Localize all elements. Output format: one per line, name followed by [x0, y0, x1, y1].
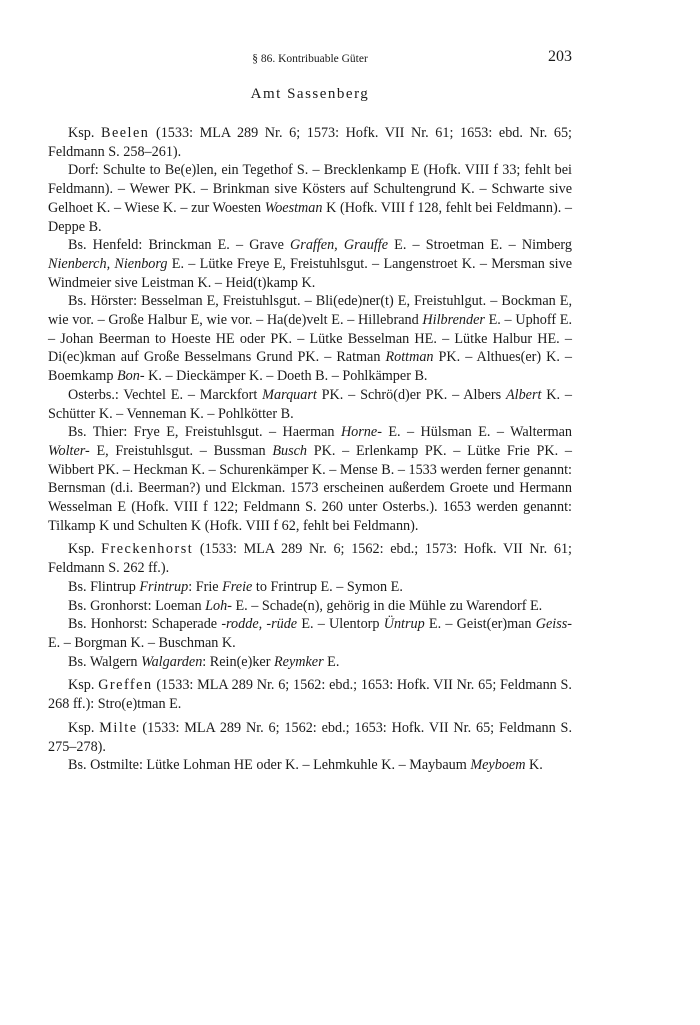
entry-paragraph: Bs. Ostmilte: Lütke Lohman HE oder K. – Lehmkuhle K. – Maybaum Meyboem K. — [68, 757, 543, 774]
entry-paragraph: Bs. Henfeld: Brinckman E. – Grave Graffen, Grauffe E. – Stroetman E. – Nimberg Nienberch, Nienborg E. – Lütke Freye E, Freistuhlsgut. – Langenstroet K. – Mersman sive Windmeier sive Leistman K. – Heid(t)kamp K. — [48, 237, 572, 291]
running-head: § 86. Kontribuable Güter — [252, 53, 368, 65]
entry-paragraph: Dorf: Schulte to Be(e)len, ein Tegethof S. – Brecklenkamp E (Hofk. VIII f 33; fehlt bei Feldmann). – Wewer PK. – Brinkman sive Kösters auf Schultengrund K. – Schwarte sive Gelhoet K. – Wiese K. – zur Woesten Woestman K (Hofk. VIII f 128, fehlt bei Feldmann). – Deppe B. — [48, 162, 572, 235]
kirchspiel-paragraph: Ksp. Freckenhorst (1533: MLA 289 Nr. 6; 1562: ebd.; 1573: Hofk. VII Nr. 61; Feldmann S. 262 ff.). — [48, 541, 572, 577]
entry-paragraph: Bs. Flintrup Frintrup: Frie Freie to Frintrup E. – Symon E. — [68, 578, 403, 595]
section-title: Amt Sassenberg — [250, 86, 370, 102]
body-text — [48, 124, 572, 775]
entry-paragraph: Osterbs.: Vechtel E. – Marckfort Marquart PK. – Schrö(d)er PK. – Albers Albert K. – Schütter K. – Venneman K. – Pohlkötter B. — [48, 386, 573, 422]
kirchspiel-paragraph: Ksp. Milte (1533: MLA 289 Nr. 6; 1562: ebd.; 1653: Hofk. VII Nr. 65; Feldmann S. 275–278). — [48, 719, 572, 755]
entry-paragraph: Bs. Thier: Frye E, Freistuhlsgut. – Haerman Horne- E. – Hülsman E. – Walterman Wolter- E, Freistuhlsgut. – Bussman Busch PK. – Erlenkamp PK. – Lütke Frie PK. – Wibbert PK. – Heckman K. – Schurenkämper K. – Mense B. – 1533 werden ferner genannt: Bernsman (d.i. Beerman?) und Elckman. 1573 erscheinen außerdem Groete und Hermann Wesselman E (Hofk. VIII f 122; Feldmann S. 260 unter Osterbs.). 1653 werden genannt: Tilkamp K und Schulten K (Hofk. VIII f 62, fehlt bei Feldmann). — [48, 424, 573, 534]
entry-paragraph: Bs. Honhorst: Schaperade -rodde, -rüde E. – Ulentorp Üntrup E. – Geist(er)man Geiss- E. – Borgman K. – Buschman K. — [48, 616, 572, 651]
page-header — [48, 50, 572, 70]
kirchspiel-paragraph: Ksp. Greffen (1533: MLA 289 Nr. 6; 1562: ebd.; 1653: Hofk. VII Nr. 65; Feldmann S. 268 ff.): Stro(e)tman E. — [48, 677, 572, 713]
kirchspiel-paragraph: Ksp. Beelen (1533: MLA 289 Nr. 6; 1573: Hofk. VII Nr. 61; 1653: ebd. Nr. 65; Feldmann S. 258–261). — [48, 125, 572, 160]
entry-paragraph: Bs. Walgern Walgarden: Rein(e)ker Reymker E. — [68, 653, 340, 670]
page-number: 203 — [548, 48, 572, 65]
entry-paragraph: Bs. Hörster: Besselman E, Freistuhlsgut. – Bli(ede)ner(t) E, Freistuhlgut. – Bockman E, wie vor. – Große Halbur E, wie vor. – Ha(de)velt E. – Hillebrand Hilbrender E. – Uphoff E. – Johan Beerman to Hoeste HE oder PK. – Lütke Besselman HE. – Lütke Halbur HE. – Di(ec)kman auf Große Besselmans Grund PK. – Ratman Rottman PK. – Althues(er) K. – Boemkamp Bon- K. – Dieckämper K. – Doeth B. – Pohlkämper B. — [48, 293, 572, 385]
entry-paragraph: Bs. Gronhorst: Loeman Loh- E. – Schade(n), gehörig in die Mühle zu Warendorf E. — [68, 597, 543, 614]
